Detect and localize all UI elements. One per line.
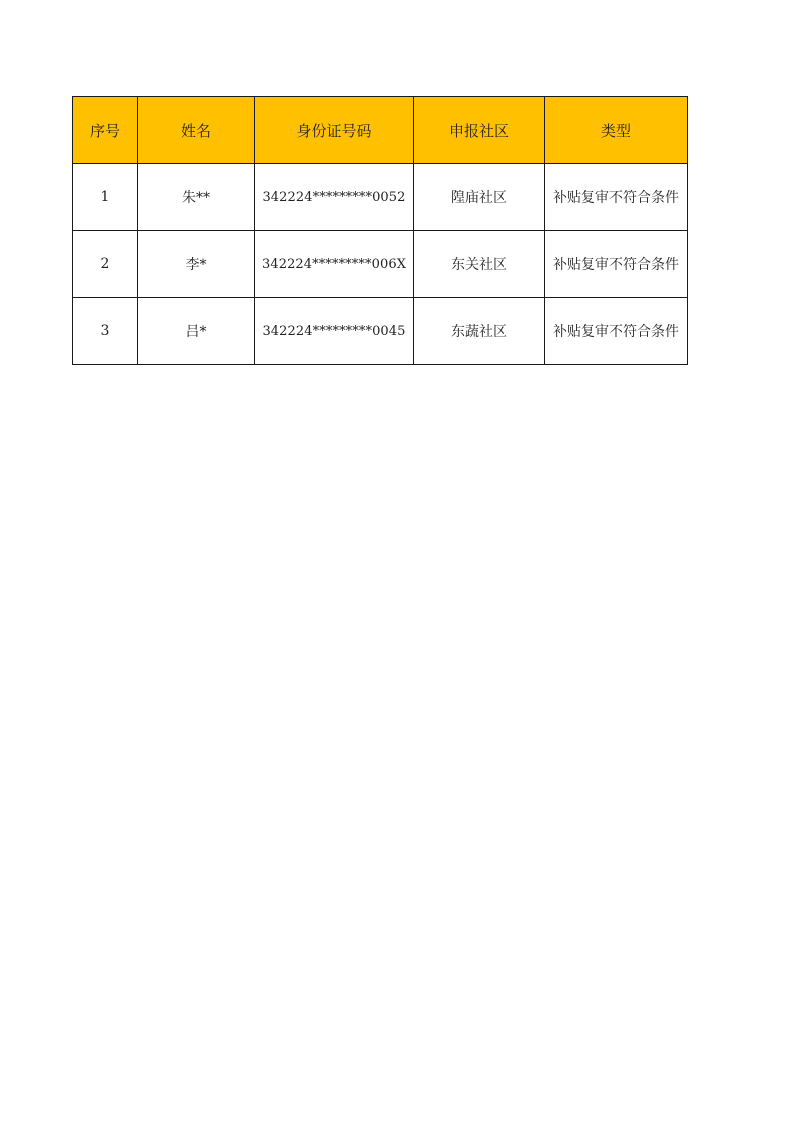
cell-type: 补贴复审不符合条件 bbox=[545, 231, 688, 298]
cell-name: 朱** bbox=[138, 164, 255, 231]
cell-community: 隍庙社区 bbox=[414, 164, 545, 231]
cell-type: 补贴复审不符合条件 bbox=[545, 298, 688, 365]
header-cell-community: 申报社区 bbox=[414, 97, 545, 164]
cell-id-number: 342224*********0052 bbox=[255, 164, 414, 231]
table-row bbox=[73, 298, 688, 365]
cell-id-number: 342224*********0045 bbox=[255, 298, 414, 365]
cell-type: 补贴复审不符合条件 bbox=[545, 164, 688, 231]
cell-name: 吕* bbox=[138, 298, 255, 365]
header-cell-index: 序号 bbox=[73, 97, 138, 164]
cell-community: 东关社区 bbox=[414, 231, 545, 298]
data-table bbox=[72, 96, 688, 365]
cell-index: 3 bbox=[73, 298, 138, 365]
cell-name: 李* bbox=[138, 231, 255, 298]
header-row bbox=[73, 97, 688, 164]
cell-community: 东蔬社区 bbox=[414, 298, 545, 365]
header-cell-id-number: 身份证号码 bbox=[255, 97, 414, 164]
cell-index: 1 bbox=[73, 164, 138, 231]
header-cell-type: 类型 bbox=[545, 97, 688, 164]
table-row bbox=[73, 231, 688, 298]
header-cell-name: 姓名 bbox=[138, 97, 255, 164]
cell-id-number: 342224*********006X bbox=[255, 231, 414, 298]
cell-index: 2 bbox=[73, 231, 138, 298]
table-row bbox=[73, 164, 688, 231]
